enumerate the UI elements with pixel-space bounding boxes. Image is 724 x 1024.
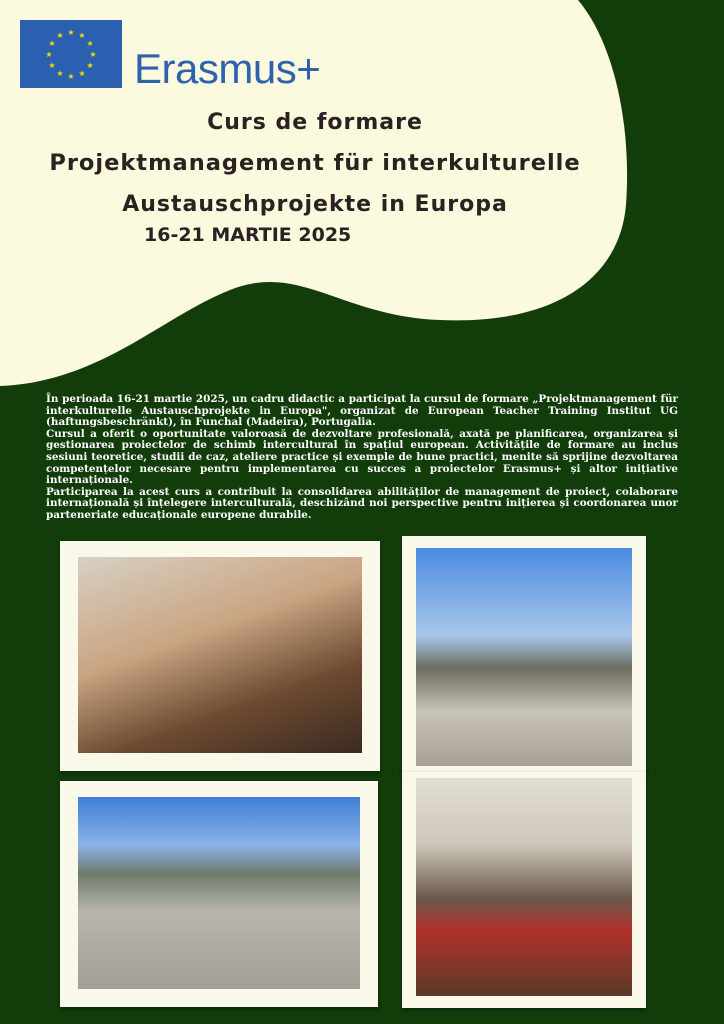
photo-conference-room — [416, 778, 632, 996]
photo-frame-terrace-group — [60, 781, 378, 1007]
star-icon: ★ — [86, 39, 94, 48]
header-line-3: Austauschprojekte in Europa — [122, 192, 508, 217]
paragraph-2: Cursul a oferit o oportunitate valoroasă de dezvoltare profesională, axată pe planificarea, organizarea și gestionarea proiectelor de schimb intercultural în spațiul european. Activitățile de formare au inclus sesiuni teoretice, studii de caz, ateliere practice și exemple de bune practici, menite să sprijine dezvoltarea competențelor necesare pentru implementarea cu succes a proiectelor Erasmus+ și altor inițiative internaționale. — [46, 427, 678, 487]
star-icon: ★ — [86, 61, 94, 70]
header-line-1: Curs de formare — [207, 110, 423, 135]
star-icon: ★ — [89, 50, 97, 59]
paragraph-1: În perioada 16-21 martie 2025, un cadru didactic a participat la cursul de formare „Projektmanagement für interkulturelle Austauschprojekte in Europa", organizat de European Teacher Training Institut UG (haftungsbeschränkt), în Funchal (Madeira), Portugalia. — [46, 393, 678, 429]
header-line-2: Projektmanagement für interkulturelle — [49, 150, 581, 176]
star-icon: ★ — [56, 30, 64, 40]
star-icon: ★ — [78, 69, 86, 79]
photo-outdoor-dance — [416, 548, 632, 766]
photo-group-workshop — [78, 557, 362, 753]
star-icon: ★ — [56, 69, 64, 79]
star-icon: ★ — [48, 61, 56, 70]
photo-terrace-group — [78, 797, 360, 989]
star-icon: ★ — [48, 39, 56, 48]
photo-frame-dance — [402, 536, 646, 772]
photo-frame-conference — [402, 772, 646, 1008]
star-icon: ★ — [67, 72, 75, 81]
eu-flag-logo — [20, 20, 122, 88]
star-icon: ★ — [78, 30, 86, 40]
star-icon: ★ — [67, 28, 75, 37]
paragraph-3: Participarea la acest curs a contribuit la consolidarea abilităților de management de proiect, colaborare internațională și înțelegere interculturală, deschizând noi perspective pentru inițierea și coordonarea unor parteneriate educaționale europene durabile. — [46, 485, 678, 521]
description-text — [46, 394, 678, 522]
star-icon: ★ — [45, 50, 53, 59]
erasmus-plus-logo: Erasmus+ — [134, 45, 321, 92]
photo-frame-workshop — [60, 541, 380, 771]
event-date: 16-21 MARTIE 2025 — [144, 224, 352, 246]
